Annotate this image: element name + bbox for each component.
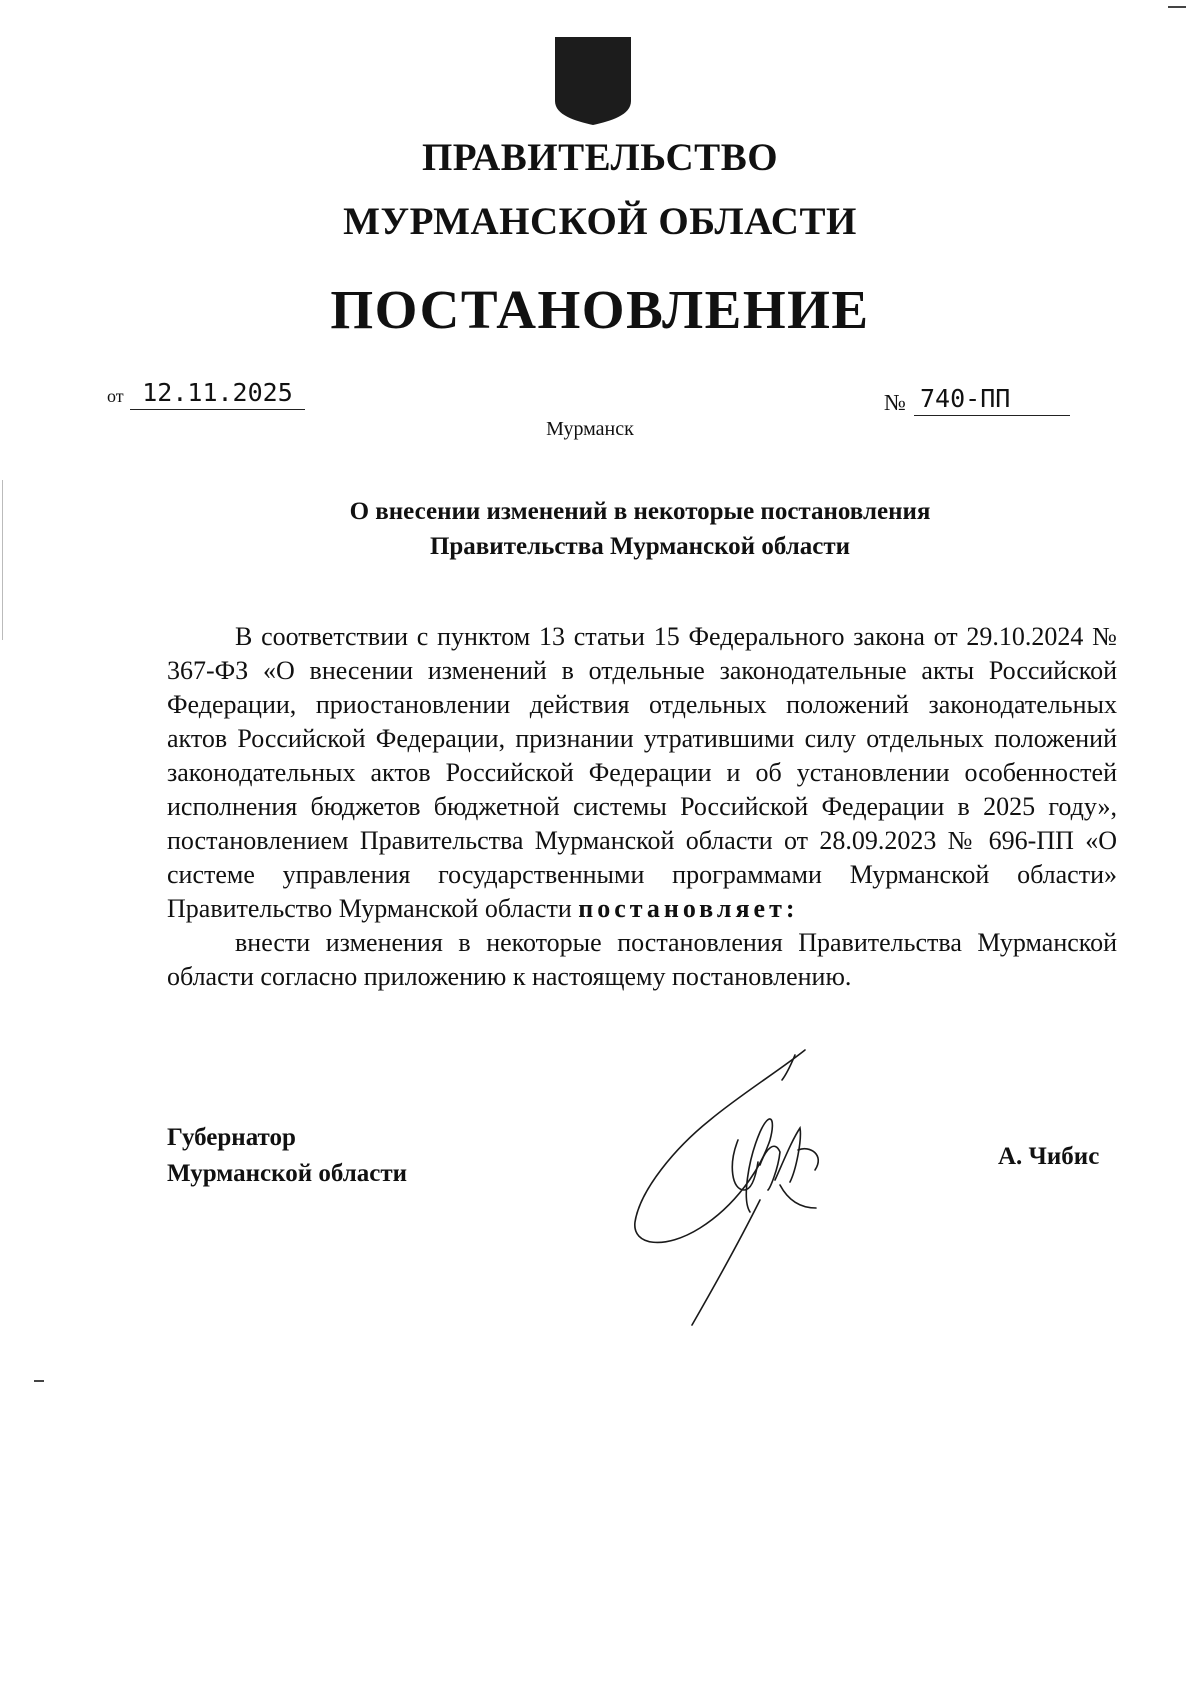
handwritten-signature — [620, 1040, 850, 1330]
number-prefix: № — [884, 390, 906, 415]
document-type-title: ПОСТАНОВЛЕНИЕ — [330, 279, 870, 340]
number-value: 740-ПП — [914, 384, 1070, 416]
date-value: 12.11.2025 — [130, 378, 305, 410]
signer-name: А. Чибис — [998, 1143, 1100, 1170]
subject-line2: Правительства Мурманской области — [429, 533, 851, 560]
body-paragraph-2: внести изменения в некоторые постановления Правительства Мурманской области согласно приложению к настоящему постановлению. — [167, 928, 1117, 991]
subject-line1: О внесении изменений в некоторые постановления — [349, 498, 931, 525]
document-number — [884, 384, 1084, 418]
paragraph-1-text: В соответствии с пунктом 13 статьи 15 Федерального закона от 29.10.2024 № 367-ФЗ «О внесении изменений в отдельные законодательные акты Российской Федерации, приостановлении действия отдельных положений законодательных актов Российской Федерации, признании утратившими силу отдельных положений законодательных актов Российской Федерации и об установлении особенностей исполнения бюджетов бюджетной системы Российской Федерации в 2025 году», постановлением Правительства Мурманской области от 28.09.2023 № 696-ПП «О системе управления государственными программами Мурманской области» Правительство Мурманской области — [167, 622, 1117, 923]
resolution-keyword: постановляет: — [578, 894, 799, 923]
scan-artifact — [2, 480, 3, 640]
city-name: Мурманск — [546, 418, 634, 440]
scan-artifact — [34, 1380, 44, 1382]
signer-position-line2: Мурманской области — [167, 1160, 408, 1187]
government-title-line1: ПРАВИТЕЛЬСТВО — [421, 136, 779, 179]
date-prefix: от — [107, 386, 124, 406]
scan-artifact — [1168, 6, 1186, 8]
body-paragraph-1 — [167, 620, 1117, 926]
signer-position-line1: Губернатор — [167, 1124, 296, 1151]
government-title-line2: МУРМАНСКОЙ ОБЛАСТИ — [343, 200, 857, 243]
document-body — [167, 620, 1117, 994]
signer-position — [167, 1120, 407, 1192]
coat-of-arms-emblem — [553, 35, 633, 127]
document-subject — [150, 494, 1130, 564]
document-date — [107, 378, 307, 412]
